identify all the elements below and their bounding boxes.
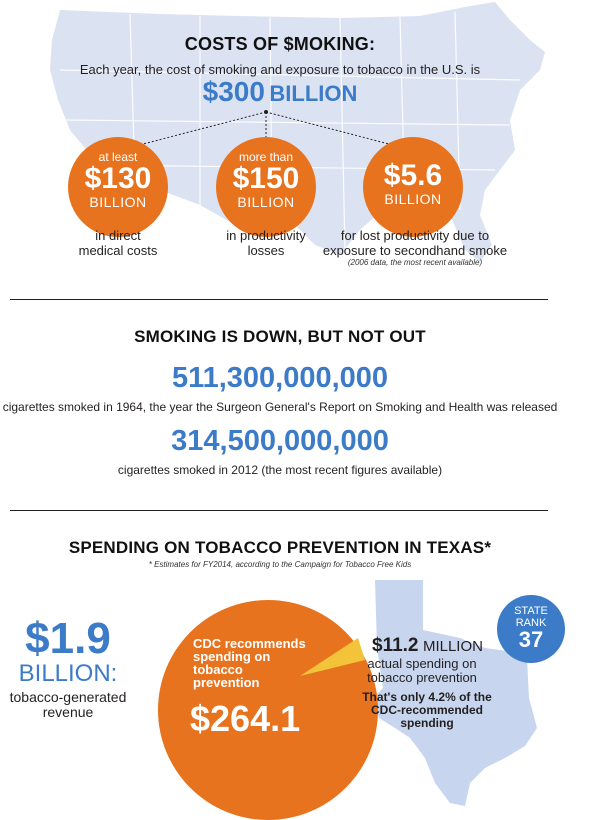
- state-rank-badge: [497, 595, 565, 663]
- costs-title: COSTS OF $MOKING:: [184, 34, 376, 54]
- actual-caption: actual spending on tobacco prevention: [367, 656, 477, 685]
- costs-total-unit: BILLION: [269, 81, 358, 106]
- divider-1: [10, 299, 548, 300]
- cost-circle-unit: BILLION: [89, 194, 147, 210]
- cost-circle-amount: $130: [84, 162, 152, 195]
- down-number-2012: 314,500,000,000: [171, 425, 389, 457]
- spending-footnote: * Estimates for FY2014, according to the Campaign for Tobacco Free Kids: [148, 560, 412, 569]
- down-caption-2012: cigarettes smoked in 2012 (the most recent figures available): [117, 463, 443, 477]
- state-rank-number: 37: [518, 627, 544, 652]
- spending-title: SPENDING ON TOBACCO PREVENTION IN TEXAS*: [68, 538, 492, 557]
- actual-number: $11.2: [372, 635, 419, 656]
- revenue-unit: BILLION:: [18, 660, 118, 687]
- divider-2: [10, 510, 548, 511]
- cost-circle-unit: BILLION: [237, 194, 295, 210]
- cdc-label: CDC recommends spending on tobacco prevention: [193, 636, 306, 690]
- costs-note: (2006 data, the most recent available): [347, 258, 483, 267]
- state-rank-label: STATE RANK: [514, 605, 548, 629]
- cost-circle-secondhand: [363, 137, 463, 237]
- costs-total-number: $300: [202, 76, 265, 107]
- share-text: That's only 4.2% of the CDC-recommended spending: [362, 690, 492, 730]
- down-number-1964: 511,300,000,000: [171, 362, 389, 394]
- costs-intro: Each year, the cost of smoking and exposure to tobacco in the U.S. is: [79, 62, 481, 77]
- cost-caption-secondhand: for lost productivity due to exposure to secondhand smoke: [322, 228, 508, 258]
- cost-circle-unit: BILLION: [384, 191, 442, 207]
- revenue-caption: tobacco-generated revenue: [9, 689, 127, 720]
- cost-circle-medical: [68, 137, 168, 237]
- actual-unit: MILLION: [422, 638, 483, 655]
- cost-circle-pre: at least: [98, 150, 138, 164]
- cost-caption-medical: in direct medical costs: [78, 228, 158, 258]
- cdc-amount: $264.1: [190, 698, 301, 739]
- cost-circle-productivity: [216, 137, 316, 237]
- cost-caption-productivity: in productivity losses: [226, 228, 306, 258]
- cost-circle-amount: $150: [232, 162, 300, 195]
- cost-circle-amount: $5.6: [383, 159, 443, 192]
- revenue-number: $1.9: [25, 614, 111, 663]
- cost-circle-pre: more than: [238, 150, 294, 164]
- down-title: SMOKING IS DOWN, BUT NOT OUT: [134, 327, 426, 346]
- down-caption-1964: cigarettes smoked in 1964, the year the Surgeon General's Report on Smoking and Health was released: [2, 400, 558, 414]
